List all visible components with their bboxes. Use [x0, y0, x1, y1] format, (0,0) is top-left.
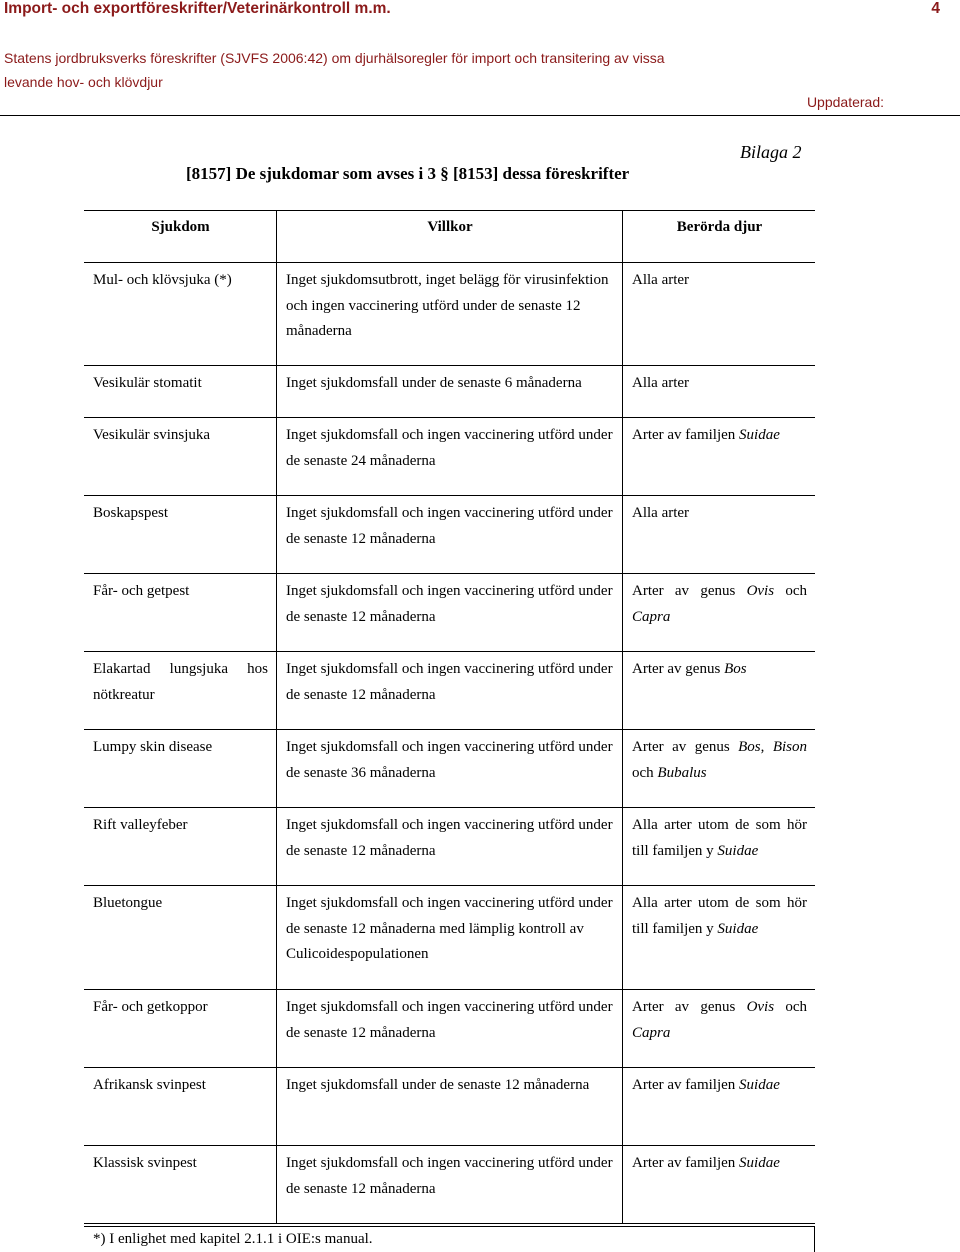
animals-cell	[623, 886, 815, 989]
animals-taxon: Ovis	[746, 583, 775, 599]
animals-taxon: Bos	[738, 739, 761, 755]
condition-cell: Inget sjukdomsfall och ingen vaccinering utförd under de senaste 12 månaderna	[277, 808, 623, 885]
animals-taxon: Suidae	[717, 842, 759, 859]
animals-cell	[623, 496, 815, 573]
animals-taxon: Bison	[772, 739, 807, 755]
page-header	[0, 0, 960, 116]
table-row	[84, 496, 815, 574]
animals-cell	[623, 1068, 815, 1145]
animals-cell	[623, 366, 815, 417]
header-subtitle-line2: levande hov- och klövdjur	[4, 74, 163, 90]
animals-text: ,	[760, 739, 773, 755]
table-body	[84, 263, 815, 1224]
condition-cell: Inget sjukdomsfall och ingen vaccinering utförd under de senaste 12 månaderna	[277, 652, 623, 729]
animals-text: Alla arter	[632, 375, 690, 391]
animals-text: Arter av genus	[632, 661, 725, 677]
animals-cell	[623, 990, 815, 1067]
table-row	[84, 808, 815, 886]
condition-cell: Inget sjukdomsfall och ingen vaccinering utförd under de senaste 24 månaderna	[277, 418, 623, 495]
animals-taxon: Suidae	[739, 1077, 780, 1093]
animals-taxon: Bos	[724, 661, 747, 677]
animals-text: och	[774, 999, 807, 1015]
disease-cell: Boskapspest	[84, 496, 277, 573]
animals-cell	[623, 418, 815, 495]
animals-text: Arter av genus	[632, 583, 747, 599]
page-number: 4	[931, 0, 940, 17]
disease-cell: Klassisk svinpest	[84, 1146, 277, 1223]
animals-taxon: Suidae	[739, 427, 780, 443]
animals-cell	[623, 730, 815, 807]
animals-cell	[623, 574, 815, 651]
header-disease: Sjukdom	[84, 211, 277, 262]
animals-taxon: Capra	[632, 608, 671, 625]
table-row	[84, 730, 815, 808]
animals-taxon: Ovis	[746, 999, 775, 1015]
animals-cell	[623, 652, 815, 729]
header-title: Import- och exportföreskrifter/Veterinärkontroll m.m.	[4, 0, 391, 17]
animals-taxon: Suidae	[717, 920, 759, 937]
table-row	[84, 990, 815, 1068]
animals-cell	[623, 263, 815, 365]
animals-text: Alla arter utom de som hör till familjen y	[632, 817, 807, 859]
updated-label: Uppdaterad:	[806, 94, 884, 110]
table-row	[84, 652, 815, 730]
disease-cell: Får- och getpest	[84, 574, 277, 651]
disease-cell: Rift valleyfeber	[84, 808, 277, 885]
disease-cell: Vesikulär svinsjuka	[84, 418, 277, 495]
header-animals: Berörda djur	[676, 219, 763, 235]
animals-text: Arter av familjen	[632, 1155, 740, 1171]
animals-text: Arter av familjen	[632, 427, 740, 443]
table-row	[84, 1146, 815, 1224]
disease-cell: Bluetongue	[84, 886, 277, 989]
condition-cell: Inget sjukdomsfall och ingen vaccinering utförd under de senaste 12 månaderna	[277, 990, 623, 1067]
header-subtitle	[4, 46, 724, 94]
table-row	[84, 366, 815, 418]
animals-text: och	[774, 583, 807, 599]
footnote-box	[84, 1226, 815, 1252]
animals-text: Alla arter	[632, 505, 690, 521]
animals-text: Arter av genus	[632, 739, 739, 755]
header-subtitle-line1: Statens jordbruksverks föreskrifter (SJVFS 2006:42) om djurhälsoregler för import och transitering av vissa	[4, 50, 665, 66]
table-header-row	[84, 210, 815, 263]
disease-cell: Vesikulär stomatit	[84, 366, 277, 417]
section-heading: [8157] De sjukdomar som avses i 3 § [8153] dessa föreskrifter	[186, 164, 630, 183]
animals-taxon: Suidae	[739, 1155, 780, 1171]
condition-cell: Inget sjukdomsfall och ingen vaccinering utförd under de senaste 12 månaderna	[277, 496, 623, 573]
condition-cell: Inget sjukdomsfall och ingen vaccinering utförd under de senaste 12 månaderna	[277, 574, 623, 651]
disease-cell: Lumpy skin disease	[84, 730, 277, 807]
animals-cell	[623, 1146, 815, 1223]
table-row	[84, 886, 815, 990]
condition-cell: Inget sjukdomsfall under de senaste 12 månaderna	[277, 1068, 623, 1145]
condition-cell: Inget sjukdomsfall och ingen vaccinering utförd under de senaste 12 månaderna	[277, 1146, 623, 1223]
table-row	[84, 418, 815, 496]
condition-cell: Inget sjukdomsfall under de senaste 6 månaderna	[277, 366, 623, 417]
animals-text: Arter av familjen	[632, 1077, 740, 1093]
animals-taxon: Bubalus	[657, 764, 707, 781]
animals-text: Alla arter utom de som hör till familjen y	[632, 895, 807, 937]
header-condition: Villkor	[277, 211, 623, 262]
table-row	[84, 1068, 815, 1146]
animals-text: Arter av genus	[632, 999, 747, 1015]
disease-table	[84, 210, 815, 1224]
condition-cell: Inget sjukdomsutbrott, inget belägg för virusinfektion och ingen vaccinering utförd under de senaste 12 månaderna	[277, 263, 623, 365]
footnote: *) I enlighet med kapitel 2.1.1 i OIE:s manual.	[93, 1231, 373, 1247]
animals-taxon: Capra	[632, 1024, 671, 1041]
animals-text: och	[632, 764, 658, 781]
condition-cell: Inget sjukdomsfall och ingen vaccinering utförd under de senaste 36 månaderna	[277, 730, 623, 807]
table-row	[84, 263, 815, 366]
condition-cell: Inget sjukdomsfall och ingen vaccinering utförd under de senaste 12 månaderna med lämplig kontroll av Culicoidespopulationen	[277, 886, 623, 989]
animals-text: Alla arter	[632, 272, 690, 288]
appendix-label: Bilaga 2	[740, 142, 802, 162]
disease-cell: Får- och getkoppor	[84, 990, 277, 1067]
disease-cell: Mul- och klövsjuka (*)	[84, 263, 277, 365]
table-row	[84, 574, 815, 652]
disease-cell: Afrikansk svinpest	[84, 1068, 277, 1145]
disease-cell: Elakartad lungsjuka hos nötkreatur	[84, 652, 277, 729]
animals-cell	[623, 808, 815, 885]
